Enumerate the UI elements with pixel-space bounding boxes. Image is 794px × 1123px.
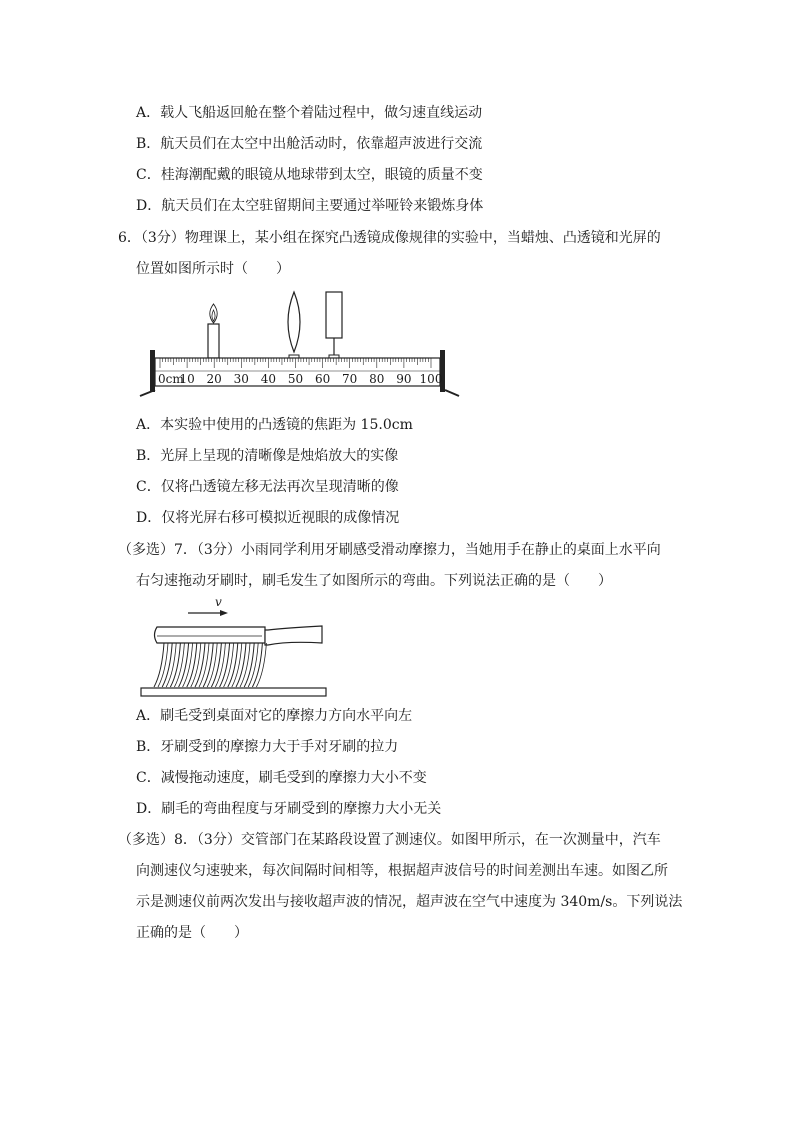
q7-option-a: A．刷毛受到桌面对它的摩擦力方向水平向左 bbox=[136, 708, 413, 724]
q6-option-a: A．本实验中使用的凸透镜的焦距为 15.0cm bbox=[136, 417, 413, 433]
q7-stem-line1: （多选）7．（3分）小雨同学利用牙刷感受滑动摩擦力，当她用手在静止的桌面上水平向 bbox=[118, 542, 661, 558]
q8-stem-line1: （多选）8．（3分）交管部门在某路段设置了测速仪。如图甲所示，在一次测量中，汽车 bbox=[118, 832, 661, 848]
q6-option-b: B．光屏上呈现的清晰像是烛焰放大的实像 bbox=[136, 448, 399, 464]
toothbrush bbox=[154, 626, 322, 687]
q5-option-d: D．航天员们在太空驻留期间主要通过举哑铃来锻炼身体 bbox=[136, 198, 484, 214]
ruler-label: 100 bbox=[419, 372, 443, 386]
q6-option-d: D．仅将光屏右移可模拟近视眼的成像情况 bbox=[136, 510, 400, 526]
ruler-label: 40 bbox=[260, 372, 277, 386]
q7-option-b: B．牙刷受到的摩擦力大于手对牙刷的拉力 bbox=[136, 739, 399, 755]
ruler-label: 10 bbox=[179, 372, 195, 386]
ruler-label: 30 bbox=[233, 372, 249, 386]
q5-option-b: B．航天员们在太空中出舱活动时，依靠超声波进行交流 bbox=[136, 136, 483, 152]
ruler-label: 50 bbox=[287, 372, 304, 386]
q7-stem-line2: 右匀速拖动牙刷时，刷毛发生了如图所示的弯曲。下列说法正确的是（ ） bbox=[136, 573, 612, 589]
ruler-label: 60 bbox=[314, 372, 331, 386]
ruler-label: 90 bbox=[396, 372, 412, 386]
q5-option-c: C．桂海潮配戴的眼镜从地球带到太空，眼镜的质量不变 bbox=[136, 167, 483, 183]
ruler-label: 0cm bbox=[158, 372, 184, 386]
q6-stem-line1: 6．（3分）物理课上，某小组在探究凸透镜成像规律的实验中，当蜡烛、凸透镜和光屏的 bbox=[118, 230, 661, 246]
q8-stem-line3: 示是测速仪前两次发出与接收超声波的情况，超声波在空气中速度为 340m/s。下列说法 bbox=[136, 894, 683, 910]
q6-option-c: C．仅将凸透镜左移无法再次呈现清晰的像 bbox=[136, 479, 399, 495]
q5-option-a: A．载人飞船返回舱在整个着陆过程中，做匀速直线运动 bbox=[136, 105, 483, 121]
ruler-label: 70 bbox=[342, 372, 358, 386]
q6-stem-line2: 位置如图所示时（ ） bbox=[136, 261, 290, 277]
bristles bbox=[154, 643, 266, 687]
q7-option-c: C．减慢拖动速度，刷毛受到的摩擦力大小不变 bbox=[136, 770, 427, 786]
q8-stem-line4: 正确的是（ ） bbox=[136, 925, 248, 941]
velocity-label: v bbox=[215, 595, 222, 609]
ruler-label: 80 bbox=[369, 372, 385, 386]
ruler-label: 20 bbox=[206, 372, 222, 386]
velocity-arrow bbox=[188, 610, 228, 616]
q8-stem-line2: 向测速仪匀速驶来，每次间隔时间相等，根据超声波信号的时间差测出车速。如图乙所 bbox=[136, 863, 668, 879]
desk-surface bbox=[141, 688, 326, 696]
q7-option-d: D．刷毛的弯曲程度与牙刷受到的摩擦力大小无关 bbox=[136, 801, 442, 817]
bristle bbox=[154, 643, 164, 687]
